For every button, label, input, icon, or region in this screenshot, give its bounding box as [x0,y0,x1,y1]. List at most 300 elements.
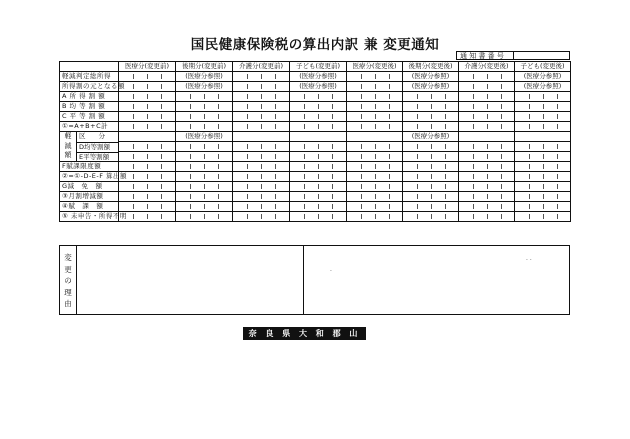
digit-divider [161,74,162,79]
digit-divider [133,124,134,129]
digit-divider [487,164,488,169]
value-cell [515,122,571,132]
digit-divider [431,144,432,149]
value-cell [347,212,403,222]
value-cell [459,172,515,182]
table-row [60,122,571,132]
digit-divider [204,194,205,199]
value-cell [176,162,233,172]
value-cell [347,182,403,192]
digit-divider [318,194,319,199]
row-label: G減 免 額 [60,182,119,192]
digit-divider [161,194,162,199]
digit-divider [147,124,148,129]
table-row [60,172,571,182]
digit-divider [133,174,134,179]
value-cell [515,92,571,102]
digit-divider [133,204,134,209]
digit-divider [543,174,544,179]
value-cell [233,142,290,152]
digit-divider [361,114,362,119]
medical-ref-note: (医療分参照) [185,132,223,140]
digit-divider [133,84,134,89]
table-row [60,152,571,162]
value-cell [233,72,290,82]
digit-divider [204,164,205,169]
digit-divider [318,154,319,159]
digit-divider [261,154,262,159]
digit-divider [445,194,446,199]
digit-divider [161,214,162,219]
digit-divider [147,84,148,89]
digit-divider [375,124,376,129]
digit-divider [529,214,530,219]
value-cell [290,202,347,212]
value-cell [403,112,459,122]
digit-divider [543,114,544,119]
value-cell [176,72,233,82]
digit-divider [501,164,502,169]
digit-divider [204,124,205,129]
digit-divider [487,84,488,89]
digit-divider [501,154,502,159]
digit-divider [529,144,530,149]
value-cell [347,152,403,162]
value-cell [459,82,515,92]
value-cell [459,202,515,212]
digit-divider [247,124,248,129]
value-cell [403,72,459,82]
digit-divider [147,144,148,149]
reason-label-char: 理 [64,287,72,297]
value-cell [515,142,571,152]
digit-divider [529,124,530,129]
value-cell [176,172,233,182]
value-cell [119,132,176,142]
value-cell [347,162,403,172]
digit-divider [247,194,248,199]
digit-divider [204,114,205,119]
digit-divider [218,174,219,179]
digit-divider [147,184,148,189]
table-row [60,112,571,122]
medical-ref-note: (医療分参照) [411,82,450,90]
medical-ref-note: (医療分参照) [411,72,450,80]
value-cell [403,152,459,162]
digit-divider [557,164,558,169]
digit-divider [218,214,219,219]
value-cell [459,212,515,222]
value-cell [347,192,403,202]
digit-divider [261,144,262,149]
value-cell [233,112,290,122]
digit-divider [431,214,432,219]
digit-divider [204,154,205,159]
digit-divider [247,204,248,209]
digit-divider [332,204,333,209]
value-cell [290,212,347,222]
digit-divider [389,184,390,189]
digit-divider [361,84,362,89]
digit-divider [261,94,262,99]
digit-divider [375,214,376,219]
value-cell [459,122,515,132]
digit-divider [417,194,418,199]
digit-divider [389,84,390,89]
digit-divider [161,184,162,189]
col-header: 後期分(変更前) [176,62,233,72]
digit-divider [247,174,248,179]
digit-divider [529,184,530,189]
digit-divider [543,154,544,159]
digit-divider [133,214,134,219]
value-cell [347,122,403,132]
value-cell [290,182,347,192]
row-label: ③月割増減額 [60,192,119,202]
digit-divider [487,184,488,189]
digit-divider [275,74,276,79]
digit-divider [487,114,488,119]
digit-divider [275,174,276,179]
digit-divider [133,144,134,149]
digit-divider [161,94,162,99]
digit-divider [261,214,262,219]
table-row [60,92,571,102]
digit-divider [361,124,362,129]
row-label: F賦課限度額 [60,162,119,172]
digit-divider [261,194,262,199]
digit-divider [275,114,276,119]
value-cell [233,102,290,112]
digit-divider [487,124,488,129]
digit-divider [147,104,148,109]
col-header: 介護分(変更後) [459,62,515,72]
digit-divider [543,164,544,169]
row-label: 軽減判定総所得 [60,72,119,82]
digit-divider [431,104,432,109]
change-reason-label [60,246,77,314]
digit-divider [304,214,305,219]
digit-divider [247,74,248,79]
digit-divider [147,174,148,179]
digit-divider [147,164,148,169]
value-cell [290,122,347,132]
digit-divider [304,204,305,209]
value-cell [119,172,176,182]
value-cell [403,132,459,142]
digit-divider [275,84,276,89]
digit-divider [431,194,432,199]
digit-divider [275,164,276,169]
reason-label-char: の [64,276,72,285]
digit-divider [529,174,530,179]
digit-divider [261,104,262,109]
digit-divider [318,184,319,189]
digit-divider [318,124,319,129]
value-cell [290,92,347,102]
digit-divider [133,104,134,109]
digit-divider [361,184,362,189]
medical-ref-note: (医療分参照) [185,72,223,80]
col-header: 介護分(変更前) [233,62,290,72]
digit-divider [557,174,558,179]
digit-divider [318,204,319,209]
digit-divider [501,174,502,179]
digit-divider [218,114,219,119]
digit-divider [204,104,205,109]
digit-divider [190,184,191,189]
digit-divider [133,94,134,99]
digit-divider [161,124,162,129]
value-cell [176,142,233,152]
digit-divider [275,194,276,199]
digit-divider [375,114,376,119]
digit-divider [247,154,248,159]
table-row [60,132,571,142]
value-cell [347,72,403,82]
digit-divider [557,94,558,99]
digit-divider [247,214,248,219]
digit-divider [261,174,262,179]
city-name: 奈 良 県 大 和 郡 山 市 [243,327,366,340]
digit-divider [190,114,191,119]
value-cell [119,152,176,162]
value-cell [119,122,176,132]
digit-divider [501,204,502,209]
digit-divider [389,204,390,209]
value-cell [515,102,571,112]
digit-divider [332,154,333,159]
row-label: B 均 等 割 額 [60,102,119,112]
value-cell [233,162,290,172]
value-cell [515,192,571,202]
digit-divider [304,94,305,99]
digit-divider [204,184,205,189]
digit-divider [190,194,191,199]
value-cell [459,192,515,202]
value-cell [403,102,459,112]
digit-divider [190,104,191,109]
value-cell [515,72,571,82]
value-cell [119,202,176,212]
digit-divider [557,154,558,159]
row-label: 所得割の元となる額 [60,82,119,92]
table-row [60,202,571,212]
value-cell [459,92,515,102]
digit-divider [501,84,502,89]
digit-divider [218,124,219,129]
digit-divider [190,164,191,169]
digit-divider [417,124,418,129]
digit-divider [501,94,502,99]
digit-divider [431,94,432,99]
value-cell [119,162,176,172]
digit-divider [375,94,376,99]
digit-divider [218,194,219,199]
row-label: ⑤ 未申告・所得不明 [60,212,119,222]
digit-divider [218,144,219,149]
value-cell [347,92,403,102]
digit-divider [473,84,474,89]
digit-divider [543,194,544,199]
digit-divider [133,74,134,79]
digit-divider [431,154,432,159]
digit-divider [275,214,276,219]
digit-divider [557,184,558,189]
reason-label-char: 変 [64,253,72,262]
digit-divider [417,164,418,169]
digit-divider [431,174,432,179]
value-cell [233,192,290,202]
digit-divider [332,174,333,179]
keigen-label-char: 軽 [64,132,72,140]
digit-divider [133,114,134,119]
digit-divider [204,94,205,99]
value-cell [459,132,515,142]
digit-divider [473,214,474,219]
digit-divider [389,144,390,149]
value-cell [290,82,347,92]
keigen-sub-label: D均等割額 [77,143,118,154]
digit-divider [361,164,362,169]
value-cell [403,172,459,182]
digit-divider [318,174,319,179]
digit-divider [389,104,390,109]
digit-divider [375,204,376,209]
digit-divider [473,114,474,119]
value-cell [176,152,233,162]
digit-divider [247,114,248,119]
digit-divider [218,204,219,209]
value-cell [290,142,347,152]
digit-divider [487,104,488,109]
keigen-group-label [60,132,119,162]
digit-divider [557,124,558,129]
digit-divider [389,94,390,99]
digit-divider [487,204,488,209]
digit-divider [501,124,502,129]
digit-divider [389,124,390,129]
col-header: 医療分(変更後) [347,62,403,72]
digit-divider [190,214,191,219]
digit-divider [501,104,502,109]
digit-divider [543,214,544,219]
digit-divider [557,194,558,199]
col-header: 子ども(変更前) [290,62,347,72]
digit-divider [275,144,276,149]
digit-divider [417,94,418,99]
digit-divider [529,164,530,169]
digit-divider [261,74,262,79]
digit-divider [557,114,558,119]
digit-divider [218,154,219,159]
digit-divider [275,154,276,159]
digit-divider [445,154,446,159]
digit-divider [161,114,162,119]
digit-divider [487,154,488,159]
digit-divider [190,94,191,99]
digit-divider [501,194,502,199]
digit-divider [261,84,262,89]
digit-divider [275,184,276,189]
digit-divider [375,154,376,159]
table-row [60,162,571,172]
digit-divider [543,144,544,149]
digit-divider [529,104,530,109]
digit-divider [473,204,474,209]
digit-divider [445,214,446,219]
digit-divider [304,154,305,159]
value-cell [233,82,290,92]
value-cell [233,172,290,182]
medical-ref-note: (医療分参照) [299,82,337,90]
value-cell [176,102,233,112]
digit-divider [557,104,558,109]
value-cell [176,112,233,122]
digit-divider [501,114,502,119]
digit-divider [389,194,390,199]
digit-divider [332,114,333,119]
digit-divider [304,124,305,129]
value-cell [403,82,459,92]
value-cell [403,142,459,152]
digit-divider [218,94,219,99]
value-cell [233,122,290,132]
digit-divider [529,94,530,99]
digit-divider [190,204,191,209]
page-title: 国民健康保険税の算出内訳 兼 変更通知 [190,37,440,53]
table-row [60,182,571,192]
digit-divider [417,214,418,219]
digit-divider [375,104,376,109]
digit-divider [487,214,488,219]
digit-divider [361,204,362,209]
value-cell [290,172,347,182]
digit-divider [147,74,148,79]
digit-divider [261,184,262,189]
value-cell [515,182,571,192]
digit-divider [473,144,474,149]
digit-divider [247,164,248,169]
digit-divider [501,214,502,219]
value-cell [347,172,403,182]
digit-divider [304,194,305,199]
value-cell [119,192,176,202]
digit-divider [543,104,544,109]
digit-divider [529,194,530,199]
digit-divider [133,184,134,189]
digit-divider [375,174,376,179]
digit-divider [190,124,191,129]
medical-ref-note: (医療分参照) [299,72,337,80]
keigen-sub-label: E平等割額 [79,153,110,162]
digit-divider [161,164,162,169]
table-row [60,212,571,222]
digit-divider [190,174,191,179]
row-label: ②=①-D-E-F 算出額 [60,172,119,182]
value-cell [119,212,176,222]
header-row [60,62,571,72]
digit-divider [133,194,134,199]
digit-divider [218,184,219,189]
value-cell [515,162,571,172]
notice-number-label: 通 知 書 番 号 [460,52,504,60]
digit-divider [147,204,148,209]
digit-divider [529,154,530,159]
digit-divider [161,84,162,89]
value-cell [347,142,403,152]
digit-divider [275,124,276,129]
